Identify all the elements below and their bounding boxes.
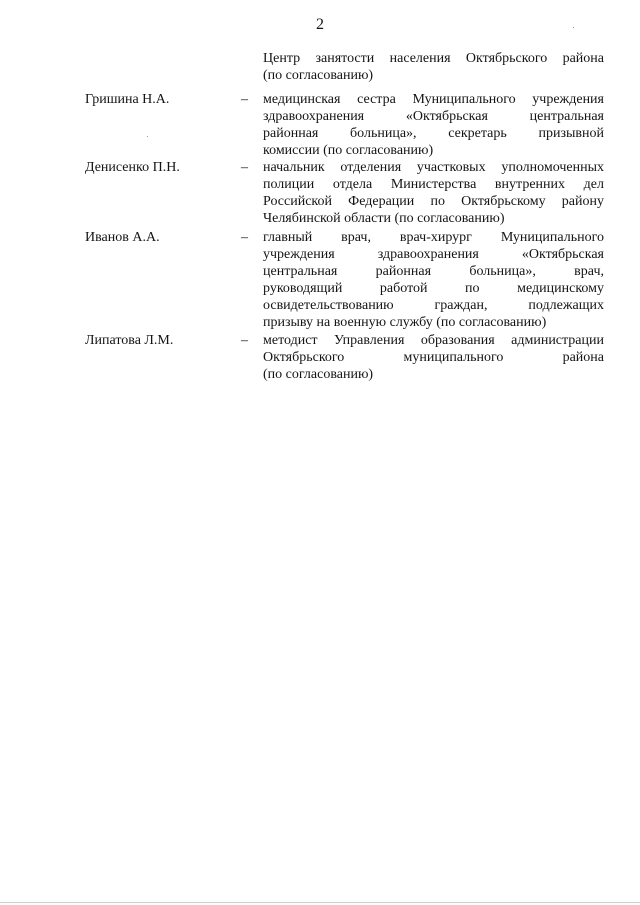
description-line: призыву на военную службу (по согласованию) xyxy=(263,315,547,330)
description-line: Челябинской области (по согласованию) xyxy=(263,211,505,226)
scan-edge-line xyxy=(0,902,640,903)
member-name: Липатова Л.М. xyxy=(85,333,174,348)
description-line: начальник отделения участковых уполномоченных xyxy=(263,160,604,175)
scan-speck xyxy=(573,27,574,28)
description-line: Октябрьского муниципального района xyxy=(263,350,604,365)
description-line: учреждения здравоохранения «Октябрьская xyxy=(263,247,604,262)
member-description xyxy=(263,159,604,227)
member-dash: – xyxy=(241,92,248,107)
intro-line: (по согласованию) xyxy=(263,68,374,83)
member-description xyxy=(263,91,604,159)
description-line: полиции отдела Министерства внутренних дел xyxy=(263,177,604,192)
description-line: комиссии (по согласованию) xyxy=(263,143,434,158)
description-line: районная больница», секретарь призывной xyxy=(263,126,604,141)
description-line: медицинская сестра Муниципального учреждения xyxy=(263,92,604,107)
scan-speck xyxy=(147,136,148,137)
description-line: руководящий работой по медицинскому xyxy=(263,281,604,296)
page-number: 2 xyxy=(316,16,324,33)
member-name: Денисенко П.Н. xyxy=(85,160,180,175)
intro-organization xyxy=(263,50,604,84)
description-line: методист Управления образования администрации xyxy=(263,333,604,348)
member-dash: – xyxy=(241,333,248,348)
member-description xyxy=(263,229,604,331)
member-description xyxy=(263,332,604,383)
member-dash: – xyxy=(241,160,248,175)
intro-line: Центр занятости населения Октябрьского района xyxy=(263,51,604,66)
description-line: здравоохранения «Октябрьская центральная xyxy=(263,109,604,124)
description-line: центральная районная больница», врач, xyxy=(263,264,604,279)
description-line: освидетельствованию граждан, подлежащих xyxy=(263,298,604,313)
member-dash: – xyxy=(241,230,248,245)
description-line: (по согласованию) xyxy=(263,367,374,382)
description-line: Российской Федерации по Октябрьскому району xyxy=(263,194,604,209)
description-line: главный врач, врач-хирург Муниципального xyxy=(263,230,604,245)
member-name: Гришина Н.А. xyxy=(85,92,170,107)
member-name: Иванов А.А. xyxy=(85,230,160,245)
